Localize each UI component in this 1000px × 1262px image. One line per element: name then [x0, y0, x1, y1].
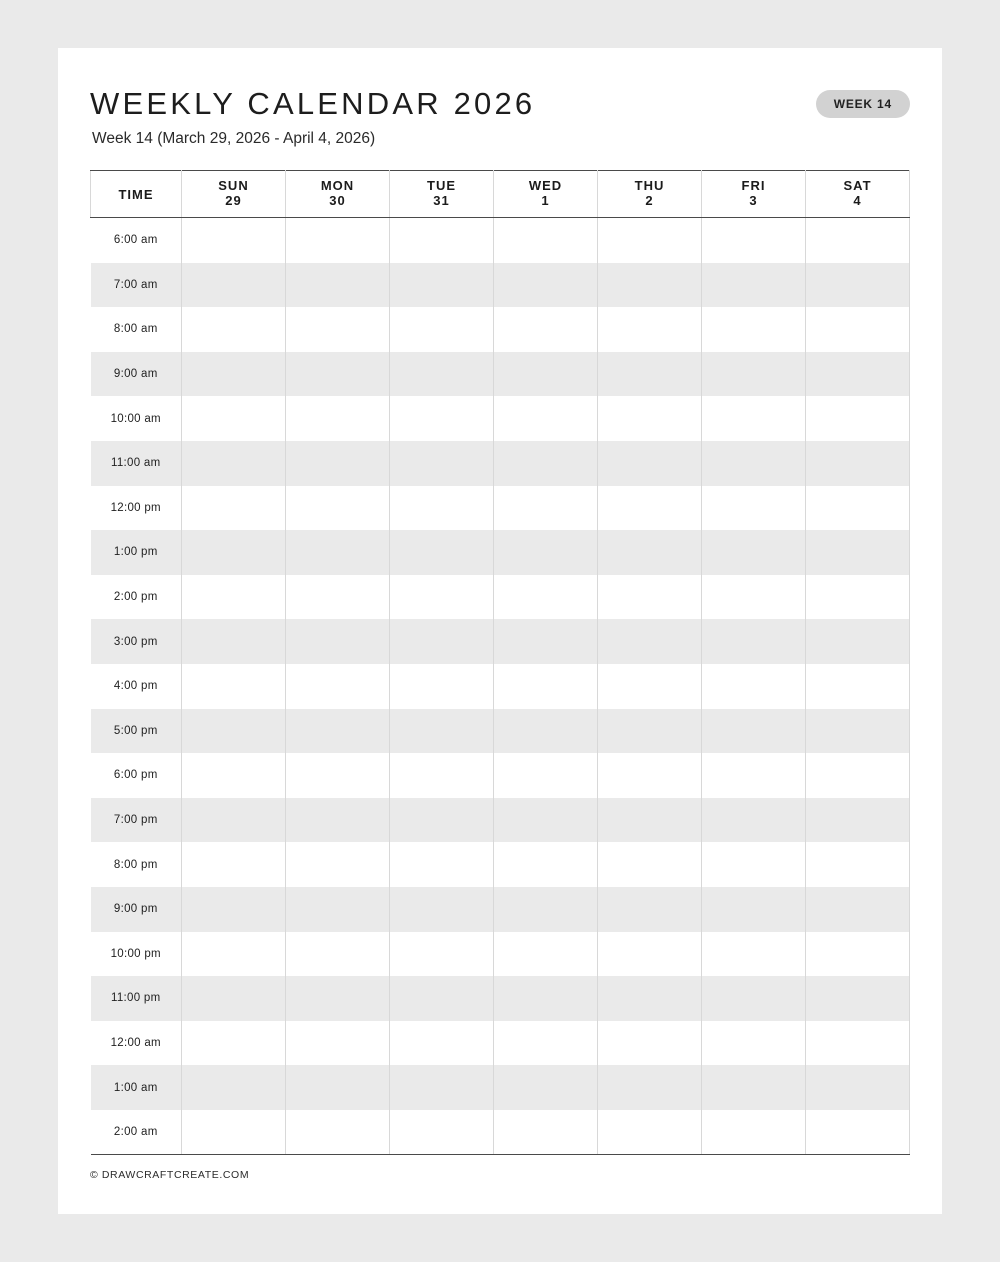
schedule-cell[interactable]	[182, 709, 286, 754]
schedule-cell[interactable]	[286, 709, 390, 754]
schedule-cell[interactable]	[390, 709, 494, 754]
schedule-cell[interactable]	[286, 1065, 390, 1110]
time-label: 1:00 am	[91, 1065, 182, 1110]
schedule-cell[interactable]	[494, 619, 598, 664]
day-number: 2	[645, 193, 654, 208]
schedule-cell[interactable]	[182, 307, 286, 352]
schedule-cell[interactable]	[390, 1110, 494, 1155]
schedule-cell[interactable]	[494, 218, 598, 263]
schedule-cell[interactable]	[702, 530, 806, 575]
schedule-cell[interactable]	[598, 664, 702, 709]
day-name: SAT	[843, 178, 872, 194]
schedule-cell[interactable]	[702, 352, 806, 397]
schedule-cell[interactable]	[182, 486, 286, 531]
schedule-cell[interactable]	[494, 396, 598, 441]
table-row	[91, 396, 910, 441]
schedule-cell[interactable]	[182, 218, 286, 263]
schedule-cell[interactable]	[390, 842, 494, 887]
schedule-cell[interactable]	[494, 530, 598, 575]
column-header-day-3	[494, 171, 598, 218]
schedule-cell[interactable]	[494, 842, 598, 887]
schedule-cell[interactable]	[598, 396, 702, 441]
table-body	[91, 218, 910, 1155]
schedule-cell[interactable]	[806, 798, 910, 843]
schedule-cell[interactable]	[182, 619, 286, 664]
schedule-cell[interactable]	[806, 932, 910, 977]
calendar-content	[90, 78, 910, 1181]
schedule-cell[interactable]	[702, 218, 806, 263]
schedule-cell[interactable]	[702, 1065, 806, 1110]
time-label: 5:00 pm	[91, 709, 182, 754]
table-row	[91, 486, 910, 531]
column-header-day-2	[390, 171, 494, 218]
schedule-cell[interactable]	[806, 1065, 910, 1110]
day-name: FRI	[741, 178, 766, 194]
schedule-cell[interactable]	[390, 664, 494, 709]
time-label: 10:00 am	[91, 396, 182, 441]
page-subtitle: Week 14 (March 29, 2026 - April 4, 2026)	[92, 130, 376, 147]
time-label: 7:00 am	[91, 263, 182, 308]
table-row	[91, 218, 910, 263]
day-number: 1	[541, 193, 550, 208]
schedule-cell[interactable]	[182, 263, 286, 308]
schedule-cell[interactable]	[598, 575, 702, 620]
schedule-cell[interactable]	[702, 887, 806, 932]
schedule-cell[interactable]	[390, 263, 494, 308]
schedule-cell[interactable]	[182, 842, 286, 887]
schedule-cell[interactable]	[494, 575, 598, 620]
schedule-cell[interactable]	[390, 976, 494, 1021]
column-header-day-1	[286, 171, 390, 218]
schedule-cell[interactable]	[806, 352, 910, 397]
table-row	[91, 664, 910, 709]
schedule-cell[interactable]	[182, 932, 286, 977]
schedule-cell[interactable]	[806, 263, 910, 308]
day-name: MON	[320, 178, 355, 194]
schedule-cell[interactable]	[598, 976, 702, 1021]
schedule-cell[interactable]	[806, 1021, 910, 1066]
schedule-cell[interactable]	[286, 396, 390, 441]
schedule-cell[interactable]	[286, 575, 390, 620]
schedule-cell[interactable]	[598, 932, 702, 977]
schedule-cell[interactable]	[494, 887, 598, 932]
schedule-cell[interactable]	[598, 753, 702, 798]
schedule-cell[interactable]	[494, 753, 598, 798]
schedule-cell[interactable]	[286, 218, 390, 263]
schedule-cell[interactable]	[494, 932, 598, 977]
schedule-cell[interactable]	[598, 307, 702, 352]
schedule-cell[interactable]	[702, 976, 806, 1021]
time-label: 4:00 pm	[91, 664, 182, 709]
schedule-cell[interactable]	[806, 619, 910, 664]
schedule-cell[interactable]	[806, 664, 910, 709]
table-head	[91, 171, 910, 218]
time-label: 3:00 pm	[91, 619, 182, 664]
schedule-cell[interactable]	[182, 530, 286, 575]
schedule-cell[interactable]	[598, 798, 702, 843]
schedule-cell[interactable]	[286, 932, 390, 977]
schedule-cell[interactable]	[182, 575, 286, 620]
time-label: 11:00 pm	[91, 976, 182, 1021]
schedule-cell[interactable]	[494, 709, 598, 754]
schedule-cell[interactable]	[598, 263, 702, 308]
schedule-cell[interactable]	[806, 887, 910, 932]
column-header-day-4	[598, 171, 702, 218]
schedule-cell[interactable]	[806, 530, 910, 575]
table-row	[91, 263, 910, 308]
schedule-cell[interactable]	[494, 352, 598, 397]
schedule-cell[interactable]	[806, 441, 910, 486]
schedule-cell[interactable]	[286, 976, 390, 1021]
schedule-cell[interactable]	[806, 396, 910, 441]
schedule-cell[interactable]	[182, 396, 286, 441]
footer-credit: © DRAWCRAFTCREATE.COM	[90, 1169, 250, 1182]
table-row	[91, 798, 910, 843]
schedule-cell[interactable]	[286, 530, 390, 575]
table-row	[91, 307, 910, 352]
schedule-cell[interactable]	[390, 753, 494, 798]
schedule-cell[interactable]	[806, 753, 910, 798]
schedule-cell[interactable]	[702, 396, 806, 441]
schedule-cell[interactable]	[390, 619, 494, 664]
table-row	[91, 352, 910, 397]
schedule-cell[interactable]	[286, 842, 390, 887]
schedule-cell[interactable]	[494, 441, 598, 486]
schedule-cell[interactable]	[806, 976, 910, 1021]
schedule-cell[interactable]	[182, 1065, 286, 1110]
table-header-row	[91, 171, 910, 218]
time-label: 8:00 pm	[91, 842, 182, 887]
calendar-header	[90, 78, 910, 170]
schedule-cell[interactable]	[182, 1021, 286, 1066]
schedule-cell[interactable]	[702, 619, 806, 664]
schedule-cell[interactable]	[390, 307, 494, 352]
schedule-cell[interactable]	[494, 1021, 598, 1066]
schedule-cell[interactable]	[702, 932, 806, 977]
page-title: WEEKLY CALENDAR 2026	[90, 86, 536, 121]
schedule-cell[interactable]	[494, 486, 598, 531]
schedule-cell[interactable]	[390, 887, 494, 932]
schedule-cell[interactable]	[390, 530, 494, 575]
day-number: 4	[853, 193, 862, 208]
schedule-cell[interactable]	[702, 1021, 806, 1066]
schedule-cell[interactable]	[286, 486, 390, 531]
schedule-cell[interactable]	[182, 887, 286, 932]
schedule-cell[interactable]	[598, 352, 702, 397]
schedule-cell[interactable]	[598, 486, 702, 531]
schedule-cell[interactable]	[494, 798, 598, 843]
schedule-cell[interactable]	[390, 486, 494, 531]
schedule-cell[interactable]	[702, 798, 806, 843]
time-label: 6:00 pm	[91, 753, 182, 798]
day-number: 3	[749, 193, 758, 208]
schedule-cell[interactable]	[390, 798, 494, 843]
schedule-cell[interactable]	[806, 709, 910, 754]
schedule-cell[interactable]	[494, 263, 598, 308]
time-label: 9:00 pm	[91, 887, 182, 932]
table-row	[91, 976, 910, 1021]
weekly-schedule-table	[90, 170, 910, 1155]
schedule-cell[interactable]	[598, 530, 702, 575]
schedule-cell[interactable]	[286, 1021, 390, 1066]
schedule-cell[interactable]	[598, 887, 702, 932]
schedule-cell[interactable]	[390, 932, 494, 977]
day-name: THU	[634, 178, 665, 194]
schedule-cell[interactable]	[702, 709, 806, 754]
schedule-cell[interactable]	[702, 263, 806, 308]
table-row	[91, 842, 910, 887]
table-row	[91, 530, 910, 575]
week-badge: WEEK 14	[816, 90, 910, 118]
table-row	[91, 932, 910, 977]
schedule-cell[interactable]	[806, 575, 910, 620]
schedule-cell[interactable]	[598, 1065, 702, 1110]
schedule-cell[interactable]	[702, 307, 806, 352]
time-label: 8:00 am	[91, 307, 182, 352]
day-name: SUN	[218, 178, 249, 194]
schedule-cell[interactable]	[494, 307, 598, 352]
time-label: 12:00 am	[91, 1021, 182, 1066]
schedule-cell[interactable]	[390, 575, 494, 620]
schedule-cell[interactable]	[286, 1110, 390, 1155]
schedule-cell[interactable]	[598, 218, 702, 263]
schedule-cell[interactable]	[598, 441, 702, 486]
schedule-cell[interactable]	[390, 1021, 494, 1066]
schedule-cell[interactable]	[182, 441, 286, 486]
schedule-cell[interactable]	[286, 753, 390, 798]
time-label: 11:00 am	[91, 441, 182, 486]
schedule-cell[interactable]	[494, 1110, 598, 1155]
time-label: 7:00 pm	[91, 798, 182, 843]
schedule-cell[interactable]	[494, 1065, 598, 1110]
calendar-page	[58, 48, 942, 1214]
time-label: 9:00 am	[91, 352, 182, 397]
schedule-cell[interactable]	[598, 619, 702, 664]
schedule-cell[interactable]	[182, 664, 286, 709]
schedule-cell[interactable]	[598, 1021, 702, 1066]
schedule-cell[interactable]	[286, 307, 390, 352]
schedule-cell[interactable]	[286, 263, 390, 308]
time-label: 2:00 am	[91, 1110, 182, 1155]
schedule-cell[interactable]	[806, 486, 910, 531]
schedule-cell[interactable]	[182, 753, 286, 798]
schedule-cell[interactable]	[182, 352, 286, 397]
day-number: 31	[433, 193, 450, 208]
column-header-time: TIME	[91, 171, 182, 218]
column-header-day-0	[182, 171, 286, 218]
time-label: 6:00 am	[91, 218, 182, 263]
schedule-cell[interactable]	[806, 218, 910, 263]
schedule-cell[interactable]	[702, 486, 806, 531]
time-label: 1:00 pm	[91, 530, 182, 575]
day-number: 29	[225, 193, 242, 208]
table-row	[91, 887, 910, 932]
schedule-cell[interactable]	[286, 619, 390, 664]
time-label: 2:00 pm	[91, 575, 182, 620]
schedule-cell[interactable]	[702, 753, 806, 798]
table-row	[91, 1065, 910, 1110]
day-name: TUE	[427, 178, 456, 194]
table-row	[91, 1021, 910, 1066]
table-row	[91, 619, 910, 664]
schedule-cell[interactable]	[494, 976, 598, 1021]
schedule-cell[interactable]	[390, 218, 494, 263]
schedule-cell[interactable]	[702, 842, 806, 887]
table-row	[91, 441, 910, 486]
schedule-cell[interactable]	[598, 709, 702, 754]
schedule-cell[interactable]	[286, 798, 390, 843]
schedule-cell[interactable]	[702, 575, 806, 620]
schedule-cell[interactable]	[390, 352, 494, 397]
schedule-cell[interactable]	[598, 842, 702, 887]
schedule-cell[interactable]	[286, 664, 390, 709]
schedule-cell[interactable]	[598, 1110, 702, 1155]
day-number: 30	[329, 193, 346, 208]
schedule-cell[interactable]	[806, 1110, 910, 1155]
table-row	[91, 575, 910, 620]
schedule-cell[interactable]	[390, 396, 494, 441]
schedule-cell[interactable]	[286, 352, 390, 397]
schedule-cell[interactable]	[286, 441, 390, 486]
column-header-day-6	[806, 171, 910, 218]
schedule-cell[interactable]	[182, 976, 286, 1021]
schedule-cell[interactable]	[390, 1065, 494, 1110]
schedule-cell[interactable]	[702, 664, 806, 709]
table-row	[91, 1110, 910, 1155]
schedule-cell[interactable]	[494, 664, 598, 709]
schedule-cell[interactable]	[182, 1110, 286, 1155]
schedule-cell[interactable]	[390, 441, 494, 486]
schedule-cell[interactable]	[702, 1110, 806, 1155]
schedule-cell[interactable]	[286, 887, 390, 932]
schedule-cell[interactable]	[806, 842, 910, 887]
time-label: 12:00 pm	[91, 486, 182, 531]
time-label: 10:00 pm	[91, 932, 182, 977]
schedule-cell[interactable]	[806, 307, 910, 352]
table-row	[91, 753, 910, 798]
table-row	[91, 709, 910, 754]
day-name: WED	[528, 178, 563, 194]
schedule-cell[interactable]	[702, 441, 806, 486]
schedule-cell[interactable]	[182, 798, 286, 843]
column-header-day-5	[702, 171, 806, 218]
